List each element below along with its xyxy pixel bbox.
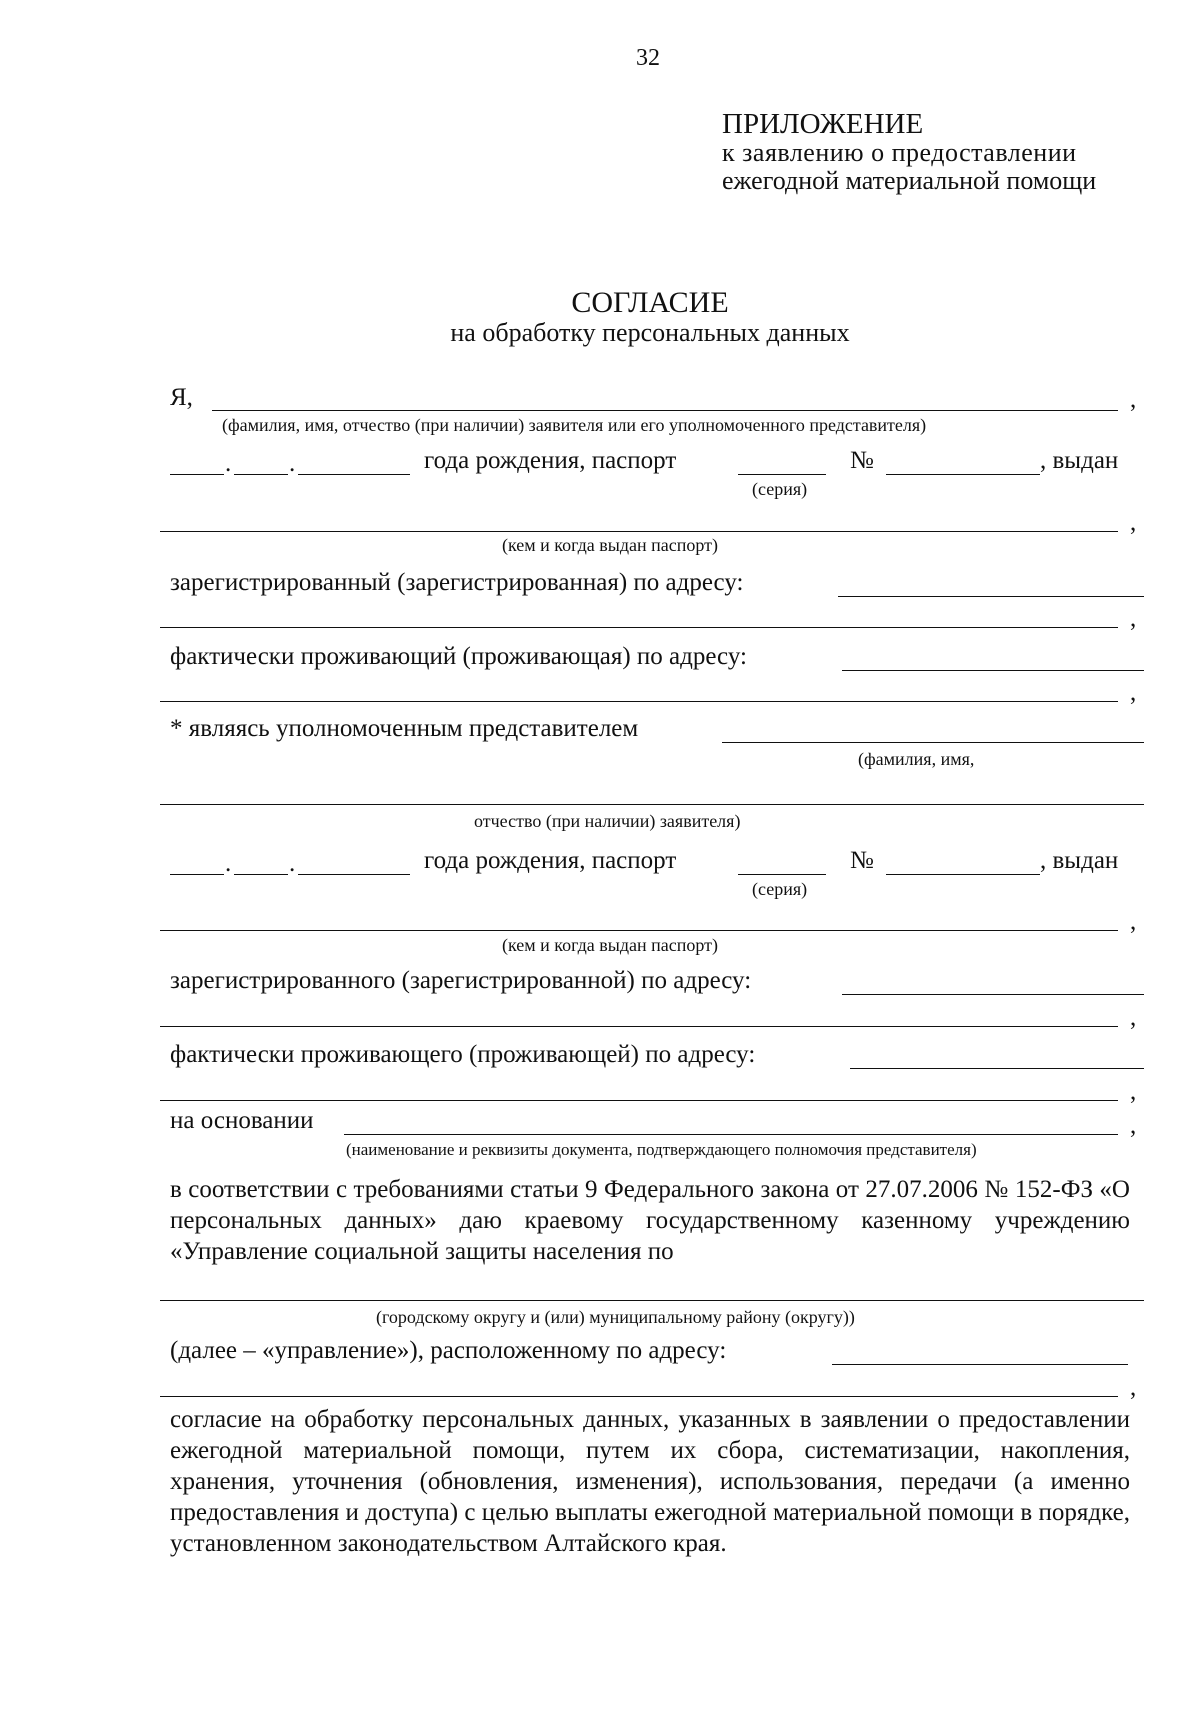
district-field[interactable] [160,1300,1144,1301]
birth-day-field[interactable] [170,474,224,475]
number-sign: № [850,847,874,874]
label-birth-passport: года рождения, паспорт [424,847,677,874]
number-sign: № [850,447,874,474]
hint-issued-by: (кем и когда выдан паспорт) [502,535,719,555]
comma: , [1130,679,1137,706]
rep-passport-number-field[interactable] [886,874,1040,875]
rep-passport-series-field[interactable] [738,874,826,875]
comma: , [1130,908,1137,935]
hint-fio-short: (фамилия, имя, [858,749,975,769]
hint-series: (серия) [752,879,808,899]
comma: , [1130,1374,1137,1401]
management-address-field-2[interactable] [160,1396,1118,1397]
document-subtitle: на обработку персональных данных [450,318,850,347]
date-dot: . [289,450,296,477]
law-paragraph: в соответствии с требованиями статьи 9 Федерального закона от 27.07.2006 № 152-ФЗ «О персональных данных» даю краевому государственному казенному учреждению «Управление социальной защиты населения по [170,1176,1130,1265]
label-rep-actual-address: фактически проживающего (проживающей) по адресу: [170,1041,756,1068]
document-title: СОГЛАСИЕ [571,286,729,319]
comma: , [1130,509,1137,536]
date-dot: . [225,450,232,477]
page-number: 32 [636,45,660,71]
label-issued: , выдан [1040,847,1119,874]
date-dot: . [289,850,296,877]
label-registered-address: зарегистрированный (зарегистрированная) по адресу: [170,569,744,596]
label-issued: , выдан [1040,447,1119,474]
comma: , [1130,386,1137,413]
representative-fio-field[interactable] [722,742,1144,743]
actual-address-field[interactable] [842,670,1144,671]
birth-month-field[interactable] [234,474,288,475]
appendix-line-2: ежегодной материальной помощи [722,166,1097,195]
appendix-line-1: к заявлению о предоставлении [722,138,1077,167]
rep-registered-address-field-2[interactable] [160,1026,1118,1027]
hint-fio-applicant: (фамилия, имя, отчество (при наличии) заявителя или его уполномоченного представителя) [222,415,927,435]
hint-district: (городскому округу и (или) муниципальному району (округу)) [376,1307,855,1327]
comma: , [1130,1112,1137,1139]
comma: , [1130,1078,1137,1105]
rep-birth-day-field[interactable] [170,874,224,875]
label-representative: * являясь уполномоченным представителем [170,715,639,742]
label-basis: на основании [170,1107,314,1134]
management-address-field[interactable] [832,1364,1128,1365]
hint-issued-by: (кем и когда выдан паспорт) [502,935,719,955]
registered-address-field-2[interactable] [160,627,1118,628]
rep-issued-by-field[interactable] [160,930,1118,931]
rep-actual-address-field-2[interactable] [160,1100,1118,1101]
label-ya: Я, [170,384,193,411]
label-actual-address: фактически проживающий (проживающая) по адресу: [170,643,747,670]
label-birth-passport: года рождения, паспорт [424,447,677,474]
birth-year-field[interactable] [298,474,410,475]
comma: , [1130,1004,1137,1031]
hint-patronymic: отчество (при наличии) заявителя) [474,811,741,831]
hint-basis-document: (наименование и реквизиты документа, подтверждающего полномочия представителя) [346,1140,977,1159]
consent-paragraph: согласие на обработку персональных данных, указанных в заявлении о предоставлении ежегодной материальной помощи, путем их сбора, систематизации, накопления, хранения, уточнения (обновления, изменения), использования, передачи (а именно предоставления и доступа) с целью выплаты ежегодной материальной помощи в порядке, установленном законодательством Алтайского края. [170,1406,1130,1557]
actual-address-field-2[interactable] [160,701,1118,702]
label-hereinafter: (далее – «управление»), расположенному по адресу: [170,1337,727,1364]
basis-document-field[interactable] [344,1134,1118,1135]
comma: , [1130,605,1137,632]
rep-actual-address-field[interactable] [850,1068,1144,1069]
registered-address-field[interactable] [838,596,1144,597]
representative-fio-field-2[interactable] [160,804,1144,805]
date-dot: . [225,850,232,877]
hint-series: (серия) [752,479,808,499]
appendix-title: ПРИЛОЖЕНИЕ [722,108,924,140]
passport-series-field[interactable] [738,474,826,475]
rep-registered-address-field[interactable] [842,994,1144,995]
label-rep-registered-address: зарегистрированного (зарегистрированной) по адресу: [170,967,752,994]
fio-applicant-field[interactable] [212,410,1118,411]
issued-by-field[interactable] [160,531,1118,532]
rep-birth-month-field[interactable] [234,874,288,875]
rep-birth-year-field[interactable] [298,874,410,875]
passport-number-field[interactable] [886,474,1040,475]
